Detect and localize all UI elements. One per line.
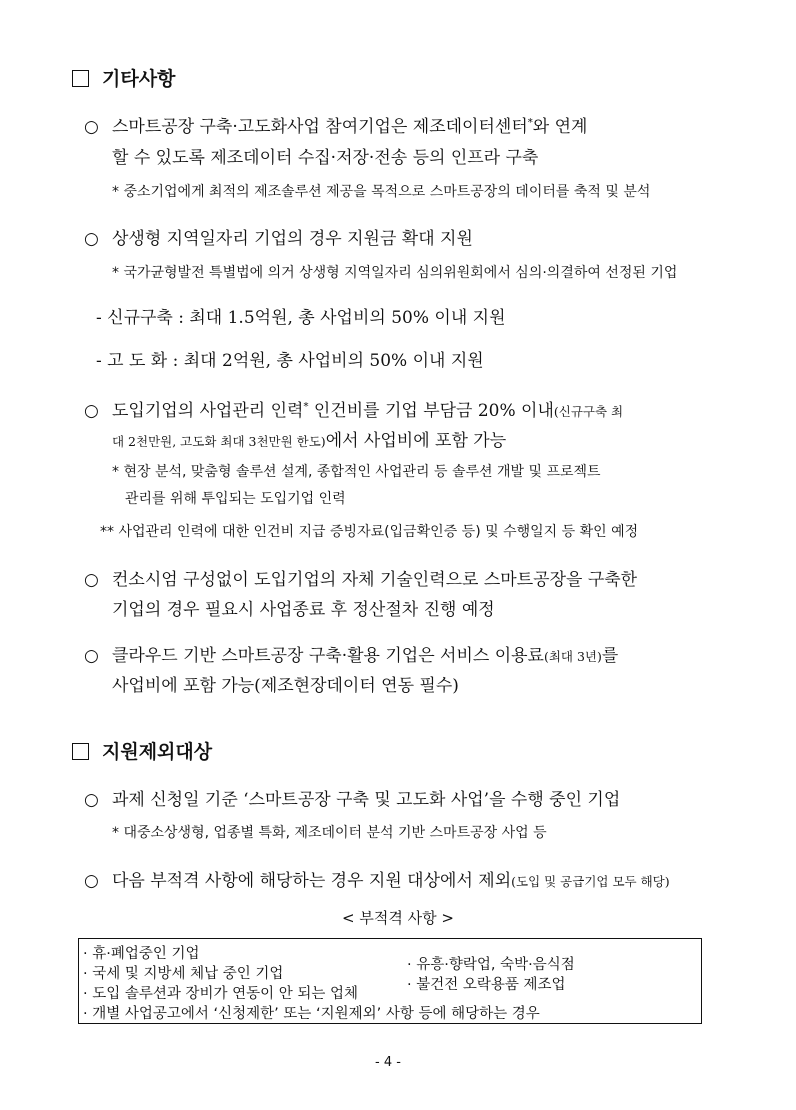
ineligible-item: · 휴·폐업중인 기업 [83, 946, 200, 962]
bullet-circle-icon: ○ [84, 646, 99, 666]
checkbox-square-icon [72, 743, 89, 760]
bullet-item [84, 565, 637, 590]
section-title: 지원제외대상 [102, 741, 213, 763]
bullet-text: 도입기업의 사업관리 인력 [112, 401, 304, 421]
bullet-text: 다음 부적격 사항에 해당하는 경우 지원 대상에서 제외 [112, 871, 512, 891]
dash-item: - 고 도 화 : 최대 2억원, 총 사업비의 50% 이내 지원 [96, 351, 484, 371]
bullet-item [84, 112, 713, 137]
bullet-small-text: (신규구축 최 [553, 404, 624, 419]
bullet-text: 사업비에 포함 가능(제조현장데이터 연동 필수) [112, 676, 459, 696]
footnote-mark: * [527, 117, 533, 129]
bullet-item [84, 785, 620, 810]
footnote: ** 사업관리 인력에 대한 인건비 지급 증빙자료(입금확인증 등) 및 수행일지 등 확인 예정 [100, 524, 639, 540]
footnote: 관리를 위해 투입되는 도입기업 인력 [125, 491, 346, 507]
ineligible-item: · 불건전 오락용품 제조업 [407, 977, 566, 993]
bullet-text: 할 수 있도록 제조데이터 수집·저장·전송 등의 인프라 구축 [112, 148, 539, 168]
section-heading-other [72, 64, 175, 91]
ineligible-item: · 국세 및 지방세 체납 중인 기업 [83, 966, 284, 982]
bullet-text: 를 [601, 646, 619, 666]
bullet-text: 인건비를 기업 부담금 20% 이내 [308, 401, 554, 421]
bullet-item [84, 641, 618, 666]
bullet-circle-icon: ○ [84, 229, 99, 249]
footnote: * 대중소상생형, 업종별 특화, 제조데이터 분석 기반 스마트공장 사업 등 [112, 825, 547, 841]
bullet-item [84, 866, 670, 891]
box-title: < 부적격 사항 > [342, 909, 454, 927]
footnote: * 현장 분석, 맞춤형 솔루션 설계, 종합적인 사업관리 등 솔루션 개발 및 프로젝트 [112, 464, 601, 480]
section-heading-exclusions [72, 737, 212, 764]
bullet-text: 컨소시엄 구성없이 도입기업의 자체 기술인력으로 스마트공장을 구축한 [112, 570, 638, 590]
checkbox-square-icon [72, 70, 89, 87]
bullet-text: 기업의 경우 필요시 사업종료 후 정산절차 진행 예정 [112, 600, 495, 620]
footnote-mark: * [303, 401, 309, 413]
bullet-text: 스마트공장 구축·고도화사업 참여기업은 제조데이터센터 [112, 117, 528, 137]
footnote: * 중소기업에게 최적의 제조솔루션 제공을 목적으로 스마트공장의 데이터를 축적 및 분석 [112, 184, 651, 200]
ineligible-item: · 도입 솔루션과 장비가 연동이 안 되는 업체 [83, 986, 358, 1002]
bullet-text: 과제 신청일 기준 ‘스마트공장 구축 및 고도화 사업’을 수행 중인 기업 [112, 790, 621, 810]
ineligible-item: · 유흥·향락업, 숙박·음식점 [407, 957, 575, 973]
bullet-circle-icon: ○ [84, 871, 99, 891]
footnote: * 국가균형발전 특별법에 의거 상생형 지역일자리 심의위원회에서 심의·의결하여 선정된 기업 [112, 265, 678, 281]
page-number: - 4 - [375, 1055, 401, 1070]
bullet-circle-icon: ○ [84, 401, 99, 421]
bullet-circle-icon: ○ [84, 790, 99, 810]
ineligible-items-box [78, 938, 702, 1024]
bullet-small-text: (도입 및 공급기업 모두 해당) [511, 874, 670, 889]
bullet-small-text: (최대 3년) [543, 649, 602, 664]
ineligible-item: · 개별 사업공고에서 ‘신청제한’ 또는 ‘지원제외’ 사항 등에 해당하는 경우 [83, 1006, 540, 1022]
dash-item: - 신규구축 : 최대 1.5억원, 총 사업비의 50% 이내 지원 [96, 308, 506, 328]
bullet-item [84, 396, 713, 421]
bullet-circle-icon: ○ [84, 117, 99, 137]
bullet-circle-icon: ○ [84, 570, 99, 590]
bullet-text: 와 연계 [532, 117, 588, 137]
section-title: 기타사항 [102, 68, 176, 90]
bullet-text: 에서 사업비에 포함 가능 [325, 431, 507, 451]
bullet-text: 상생형 지역일자리 기업의 경우 지원금 확대 지원 [112, 229, 473, 249]
bullet-small-text: 대 2천만원, 고도화 최대 3천만원 한도) [112, 434, 326, 449]
bullet-text [112, 426, 506, 451]
bullet-item [84, 224, 473, 249]
bullet-text: 클라우드 기반 스마트공장 구축·활용 기업은 서비스 이용료 [112, 646, 544, 666]
